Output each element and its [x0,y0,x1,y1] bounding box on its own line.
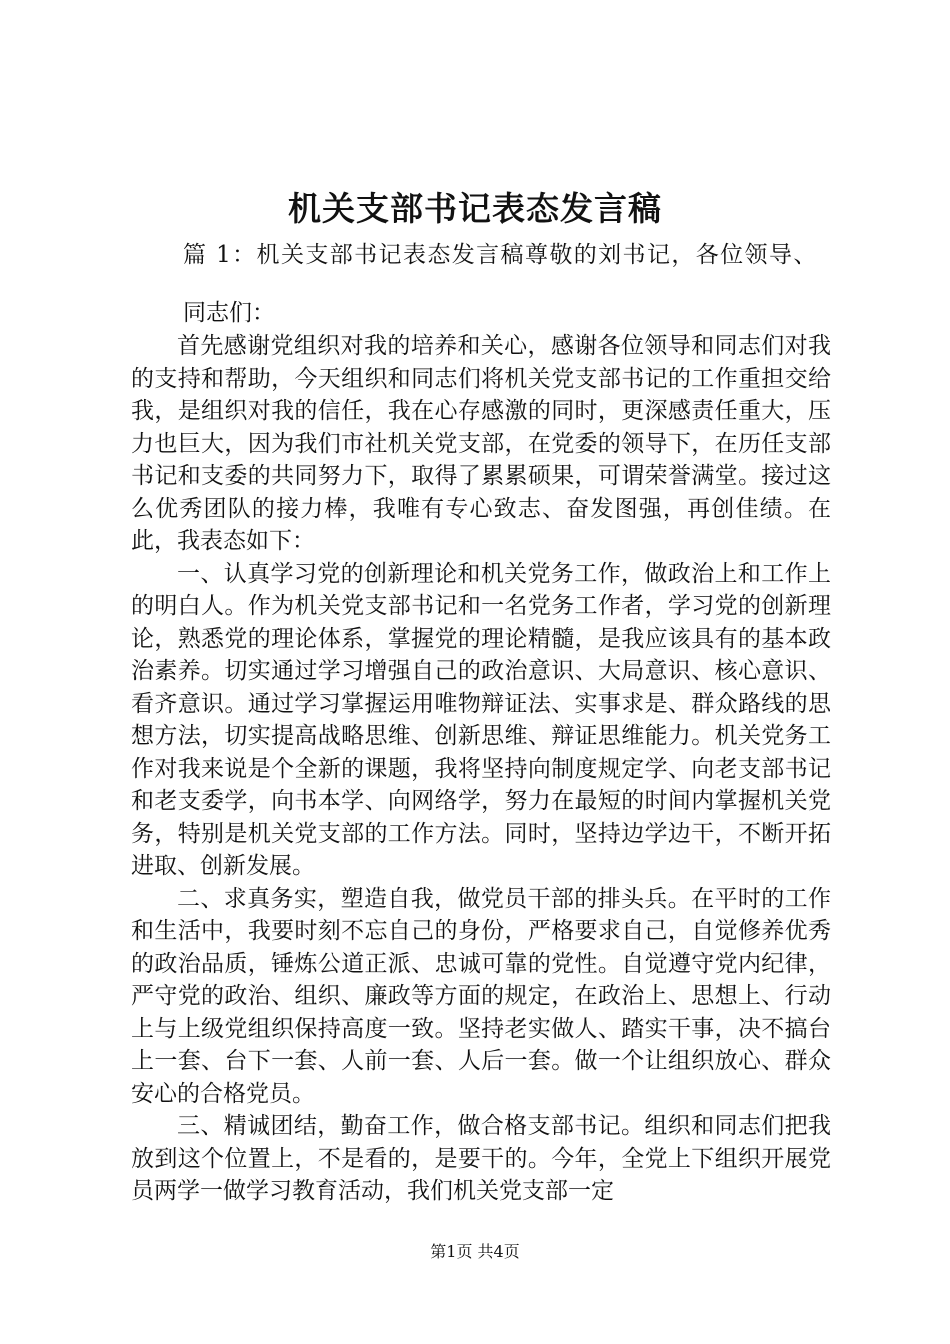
paragraph-3: 二、求真务实，塑造自我，做党员干部的排头兵。在平时的工作和生活中，我要时刻不忘自己的身份，严格要求自己，自觉修养优秀的政治品质，锤炼公道正派、忠诚可靠的党性。自觉遵守党内纪律，严守党的政治、组织、廉政等方面的规定，在政治上、思想上、行动上与上级党组织保持高度一致。坚持老实做人、踏实干事，决不搞台上一套、台下一套、人前一套、人后一套。做一个让组织放心、群众安心的合格党员。 [131,885,831,1107]
document-body [131,330,831,1208]
paragraph-4: 三、精诚团结，勤奋工作，做合格支部书记。组织和同志们把我放到这个位置上，不是看的，是要干的。今年，全党上下组织开展党员两学一做学习教育活动，我们机关党支部一定 [131,1113,831,1204]
greeting-line: 同志们： [183,300,275,326]
paragraph-2: 一、认真学习党的创新理论和机关党务工作，做政治上和工作上的明白人。作为机关党支部书记和一名党务工作者，学习党的创新理论，熟悉党的理论体系，掌握党的理论精髓，是我应该具有的基本政治素养。切实通过学习增强自己的政治意识、大局意识、核心意识、看齐意识。通过学习掌握运用唯物辩证法、实事求是、群众路线的思想方法，切实提高战略思维、创新思维、辩证思维能力。机关党务工作对我来说是个全新的课题，我将坚持向制度规定学、向老支部书记和老支委学，向书本学、向网络学，努力在最短的时间内掌握机关党务，特别是机关党支部的工作方法。同时，坚持边学边干，不断开拓进取、创新发展。 [131,560,831,879]
paragraph-1: 首先感谢党组织对我的培养和关心，感谢各位领导和同志们对我的支持和帮助，今天组织和同志们将机关党支部书记的工作重担交给我，是组织对我的信任，我在心存感激的同时，更深感责任重大，压力也巨大，因为我们市社机关党支部，在党委的领导下，在历任支部书记和支委的共同努力下，取得了累累硕果，可谓荣誉满堂。接过这么优秀团队的接力棒，我唯有专心致志、奋发图强，再创佳绩。在此，我表态如下： [131,333,831,554]
intro-line: 篇 1：机关支部书记表态发言稿尊敬的刘书记，各位领导、 [183,242,818,268]
document-title: 机关支部书记表态发言稿 [288,189,662,228]
page-footer: 第1页 共4页 [430,1242,520,1261]
